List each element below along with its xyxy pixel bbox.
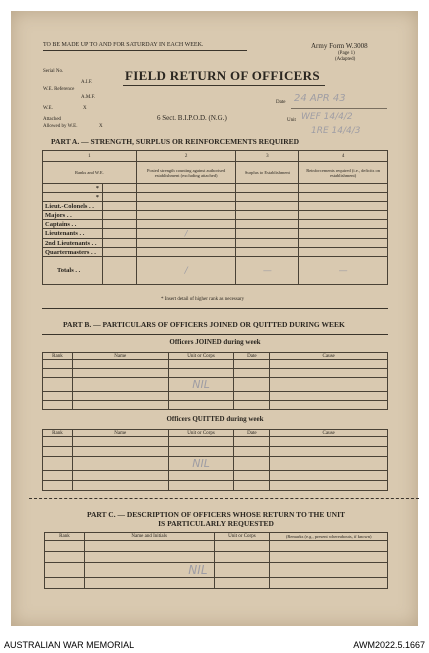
totals-label: Totals . . <box>43 257 103 285</box>
aif-label: A.I.F. <box>81 80 93 85</box>
part-b-top-rule <box>42 334 388 335</box>
fold-line <box>29 498 419 499</box>
joined-table <box>42 352 388 410</box>
part-a-title: PART A. — STRENGTH, SURPLUS OR REINFORCEMENTS REQUIRED <box>51 137 300 146</box>
form-title: FIELD RETURN OF OFFICERS <box>125 68 320 83</box>
attached-label: Attached <box>43 117 62 122</box>
quitted-table <box>42 429 388 491</box>
rank-row-label: * <box>43 193 103 202</box>
posted-strength-mark: / <box>136 229 236 239</box>
joined-col-rank: Rank <box>43 353 73 360</box>
we-reference-label: W.E. Reference <box>43 87 75 92</box>
date-label: Date <box>276 100 286 105</box>
footer-credit: AUSTRALIAN WAR MEMORIAL <box>4 640 135 650</box>
joined-col-date: Date <box>234 353 270 360</box>
totals-surplus-mark: — <box>236 257 299 285</box>
rank-row-label: Lieut.-Colonels . . <box>43 202 103 211</box>
title-underline <box>123 85 325 86</box>
part-a-table <box>42 150 388 285</box>
part-c-table <box>44 532 388 589</box>
rank-row-label: * <box>43 184 103 193</box>
date-line <box>291 108 387 109</box>
part-c-col-remarks: (Remarks (e.g., present whereabouts, if known) <box>270 533 388 541</box>
adapted-note: (Adapted) <box>335 57 356 62</box>
part-c-title-2: IS PARTICULARLY REQUESTED <box>158 519 274 528</box>
header-notice: TO BE MADE UP TO AND FOR SATURDAY IN EACH WEEK. <box>43 42 204 48</box>
joined-caption: Officers JOINED during week <box>169 338 261 346</box>
rank-row-label: Lieutenants . . <box>43 229 103 239</box>
col-header-ranks: Ranks and W.E. <box>43 162 137 184</box>
x-label-2: X <box>99 124 103 129</box>
col-number-1: 1 <box>43 151 137 162</box>
allowed-by-label: Allowed by W.E. <box>43 124 78 129</box>
col-header-reinforcements: Reinforcements required (i.e., deficits on establishment) <box>299 162 388 184</box>
part-a-footnote: * Insert detail of higher rank as necessary <box>161 297 245 302</box>
joined-col-unit: Unit or Corps <box>168 353 234 360</box>
quitted-col-name: Name <box>72 430 168 437</box>
form-page <box>11 11 418 626</box>
part-a-bottom-rule <box>42 308 388 309</box>
serial-no-label: Serial No. <box>43 69 64 74</box>
part-b-title: PART B. — PARTICULARS OF OFFICERS JOINED OR QUITTED DURING WEEK <box>63 320 345 329</box>
quitted-col-rank: Rank <box>43 430 73 437</box>
quitted-col-date: Date <box>234 430 270 437</box>
header-notice-underline <box>43 50 247 51</box>
part-c-title-1: PART C. — DESCRIPTION OF OFFICERS WHOSE RETURN TO THE UNIT <box>86 510 346 519</box>
rank-row-label: Majors . . <box>43 211 103 220</box>
col-header-surplus: Surplus to Establishment <box>236 162 299 184</box>
joined-col-name: Name <box>72 353 168 360</box>
army-form-number: Army Form W.3008 <box>311 42 368 50</box>
unit-value: 6 Sect. B.I.P.O.D. (N.G.) <box>157 114 227 122</box>
col-header-posted-strength: Posted strength counting against authorised establishment (excluding attached) <box>136 162 236 184</box>
we-label: W.E. <box>43 106 53 111</box>
joined-col-cause: Cause <box>270 353 388 360</box>
rank-row-label: Quartermasters . . <box>43 248 103 257</box>
part-c-nil: NIL <box>84 563 214 578</box>
rank-row-label: 2nd Lieutenants . . <box>43 239 103 248</box>
page-number: (Page 1) <box>338 51 355 56</box>
quitted-col-cause: Cause <box>270 430 388 437</box>
footer-bar <box>0 639 429 653</box>
unit-handwritten-1: WEF 14/4/2 <box>301 112 353 122</box>
part-c-col-unit: Unit or Corps <box>214 533 270 541</box>
part-c-col-name: Name and Initials <box>84 533 214 541</box>
quitted-col-unit: Unit or Corps <box>168 430 234 437</box>
rank-row-label: Captains . . <box>43 220 103 229</box>
x-label-1: X <box>83 106 87 111</box>
unit-handwritten-2: 1RE 14/4/3 <box>311 126 361 136</box>
col-number-3: 3 <box>236 151 299 162</box>
col-number-2: 2 <box>136 151 236 162</box>
part-c-col-rank: Rank <box>45 533 85 541</box>
unit-label: Unit <box>287 118 296 123</box>
quitted-caption: Officers QUITTED during week <box>166 415 264 423</box>
amf-label: A.M.F. <box>81 95 96 100</box>
footer-accession-number: AWM2022.5.1667 <box>353 640 425 650</box>
joined-nil: NIL <box>168 378 234 392</box>
totals-reinforcements-mark: — <box>299 257 388 285</box>
date-handwritten: 24 APR 43 <box>294 93 346 104</box>
col-number-4: 4 <box>299 151 388 162</box>
totals-posted-mark: / <box>136 257 236 285</box>
quitted-nil: NIL <box>168 457 234 471</box>
